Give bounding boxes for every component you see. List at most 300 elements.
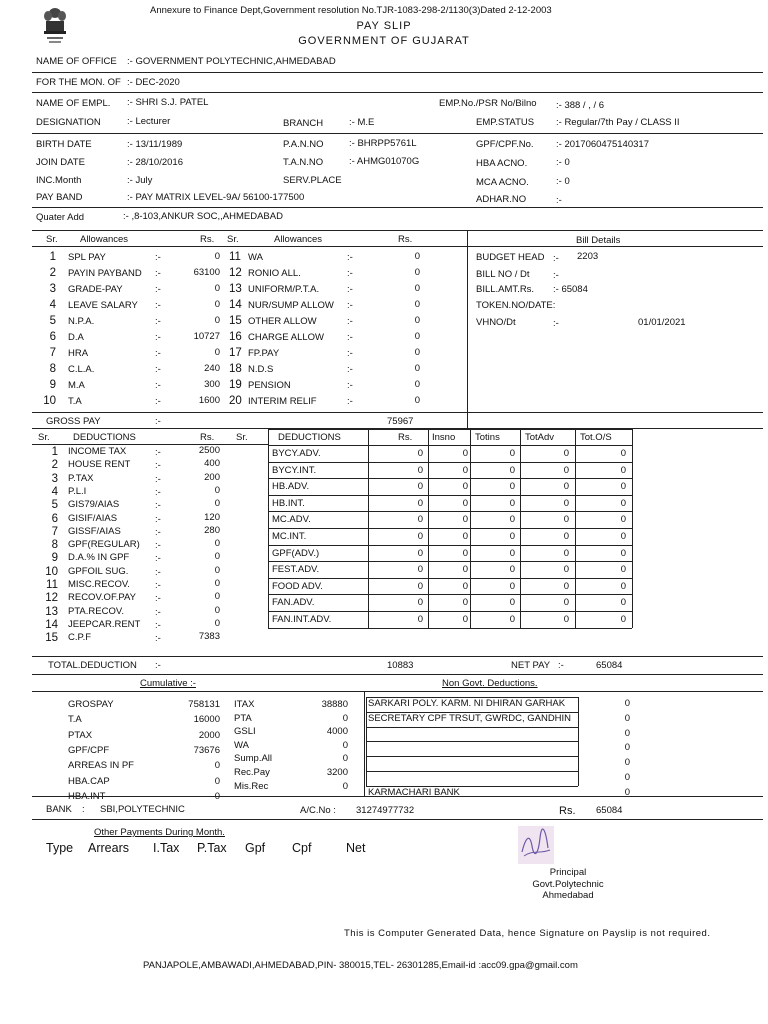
cumulative-value: 4000 — [326, 726, 348, 738]
cumulative-label: Sump.All — [234, 753, 273, 765]
advance-name: FAN.INT.ADV. — [272, 614, 332, 625]
grid-line — [366, 786, 578, 787]
deduction-sr: 14 — [45, 618, 58, 631]
divider — [32, 72, 763, 73]
deduction-sr: 2 — [51, 459, 58, 472]
non-govt-value: 0 — [624, 698, 630, 709]
month-value: :- DEC-2020 — [127, 77, 180, 88]
payslip-title: PAY SLIP — [356, 20, 412, 32]
bank-label: BANK — [46, 804, 72, 815]
grid-line — [268, 611, 632, 612]
deduction-sr: 3 — [51, 472, 58, 485]
advance-totadv: 0 — [563, 464, 569, 476]
allowance-amount: 0 — [214, 315, 220, 326]
vhno-sep: :- — [553, 318, 559, 329]
bill-amt-value: :- 65084 — [553, 284, 588, 295]
advance-insno: 0 — [462, 547, 468, 559]
allowance-sep: :- — [155, 364, 161, 375]
advance-totadv: 0 — [563, 614, 569, 625]
deduction-sr: 4 — [51, 485, 58, 498]
deduction-name: MISC.RECOV. — [68, 579, 130, 590]
advance-name: FAN.ADV. — [272, 597, 315, 609]
divider — [32, 412, 763, 413]
advance-totins: 0 — [509, 481, 515, 493]
cumulative-value: 0 — [342, 753, 348, 765]
advance-totins: 0 — [509, 464, 515, 476]
allowance-amount: 1600 — [198, 395, 220, 406]
ded-totins-header: Totins — [475, 432, 500, 443]
deduction-name: RECOV.OF.PAY — [68, 592, 136, 604]
allowance-name: D.A — [68, 332, 84, 343]
deduction-sr: 13 — [45, 605, 58, 618]
advance-totins: 0 — [509, 597, 515, 609]
other-payments-column-header: Net — [346, 841, 366, 855]
deduction-amount: 0 — [214, 604, 220, 616]
deduction-sep: :- — [155, 526, 161, 538]
allowance-sep: :- — [347, 332, 353, 343]
deduction-amount: 400 — [204, 458, 220, 470]
divider — [32, 819, 763, 820]
net-pay-sep: :- — [558, 660, 564, 671]
deduction-sr: 6 — [51, 512, 58, 525]
non-govt-name: KARMACHARI BANK — [368, 787, 460, 798]
emp-name-value: :- SHRI S.J. PATEL — [127, 97, 209, 108]
cumulative-value: 0 — [342, 739, 348, 751]
grid-line — [268, 628, 632, 629]
divider — [364, 691, 365, 796]
allowance-sep: :- — [155, 348, 161, 359]
advance-totos: 0 — [620, 597, 626, 609]
deduction-amount: 0 — [214, 578, 220, 589]
advance-totadv: 0 — [563, 481, 569, 493]
allowance-sr: 19 — [229, 379, 242, 391]
bill-amt-label: BILL.AMT.Rs. — [476, 284, 535, 295]
deduction-name: GISSF/AIAS — [68, 525, 121, 537]
budget-head-sep: :- — [553, 253, 559, 264]
signatory-office: Govt.Polytechnic — [532, 879, 604, 890]
cumulative-value: 0 — [342, 780, 348, 792]
bill-no-label: BILL NO / Dt — [476, 269, 530, 280]
advance-totadv: 0 — [563, 531, 569, 542]
deduction-name: GPF(REGULAR) — [68, 539, 140, 551]
emp-no-value: :- 388 / , / 6 — [556, 100, 605, 111]
advance-insno: 0 — [462, 614, 468, 625]
grid-line — [632, 429, 633, 628]
advance-amount: 0 — [417, 597, 423, 609]
advance-name: FOOD ADV. — [272, 580, 323, 592]
cumulative-title: Cumulative :- — [140, 678, 196, 689]
cumulative-label: GSLI — [234, 726, 256, 738]
allowance-sep: :- — [155, 300, 161, 311]
allowance-amount: 0 — [414, 283, 420, 294]
deduction-sr: 11 — [46, 579, 58, 591]
allowance-sr: 17 — [229, 347, 242, 359]
deduction-name: C.P.F — [68, 632, 92, 644]
bank-sep: : — [82, 804, 85, 815]
gpf-label: GPF/CPF.No. — [476, 139, 534, 150]
allowance-name: GRADE-PAY — [68, 284, 123, 295]
divider — [32, 656, 763, 657]
allowance-sep: :- — [347, 364, 353, 375]
allowance-amount: 0 — [414, 395, 420, 406]
allow-name2-header: Allowances — [274, 234, 323, 245]
deduction-name: PTA.RECOV. — [68, 605, 124, 617]
cumulative-label: T.A — [68, 714, 82, 726]
cumulative-label: ARREAS IN PF — [68, 760, 134, 772]
divider — [32, 133, 763, 134]
advance-totins: 0 — [509, 514, 515, 526]
signatory-city: Ahmedabad — [542, 890, 594, 901]
advance-name: HB.INT. — [272, 497, 305, 509]
ded-name-header: DEDUCTIONS — [73, 432, 136, 443]
total-deduction-label: TOTAL.DEDUCTION — [48, 660, 137, 671]
grid-line — [268, 445, 632, 446]
advance-totos: 0 — [620, 614, 626, 625]
cumulative-value: 0 — [214, 775, 220, 787]
emp-name-label: NAME OF EMPL. — [36, 98, 111, 109]
advance-totins: 0 — [509, 564, 515, 576]
deduction-amount: 7383 — [198, 631, 220, 643]
vhno-label: VHNO/Dt — [476, 317, 516, 328]
ded-sr2-header: Sr. — [236, 432, 248, 443]
divider — [32, 92, 763, 93]
grid-line — [268, 545, 632, 546]
advance-name: FEST.ADV. — [272, 564, 320, 576]
non-govt-title: Non Govt. Deductions. — [442, 678, 538, 689]
advance-insno: 0 — [462, 531, 468, 542]
non-govt-value: 0 — [624, 742, 630, 754]
total-deduction-sep: :- — [155, 660, 161, 671]
other-payments-column-header: I.Tax — [153, 841, 180, 855]
grid-line — [366, 697, 578, 698]
quater-label: Quater Add — [36, 212, 85, 223]
cumulative-label: HBA.CAP — [68, 775, 110, 787]
office-label: NAME OF OFFICE — [36, 56, 117, 67]
advance-totins: 0 — [509, 448, 515, 459]
deduction-name: GISIF/AIAS — [68, 512, 118, 524]
deduction-name: P.L.I — [68, 485, 87, 497]
grid-line — [268, 429, 632, 430]
other-payments-column-header: P.Tax — [197, 841, 227, 855]
allowance-name: WA — [248, 252, 263, 263]
grid-line — [366, 771, 578, 772]
advance-insno: 0 — [462, 564, 468, 576]
deduction-name: P.TAX — [68, 472, 94, 484]
advance-totadv: 0 — [563, 564, 569, 576]
ded-totos-header: Tot.O/S — [580, 432, 612, 443]
footer-address: PANJAPOLE,AMBAWADI,AHMEDABAD,PIN- 380015,TEL- 26301285,Email-id :acc09.gpa@gmail.com — [143, 960, 578, 971]
advance-insno: 0 — [462, 464, 468, 476]
allowance-sep: :- — [155, 380, 161, 391]
advance-insno: 0 — [462, 514, 468, 526]
bank-value: SBI,POLYTECHNIC — [100, 804, 185, 815]
deduction-name: JEEPCAR.RENT — [68, 618, 141, 630]
ded-totadv-header: TotAdv — [525, 432, 555, 443]
advance-name: MC.ADV. — [272, 514, 311, 526]
ac-no-value: 31274977732 — [356, 805, 415, 816]
advance-insno: 0 — [462, 597, 468, 609]
vhno-value: 01/01/2021 — [638, 317, 686, 328]
grid-line — [268, 478, 632, 479]
signature-image — [518, 826, 554, 864]
office-value: :- GOVERNMENT POLYTECHNIC,AHMEDABAD — [127, 56, 336, 67]
allowance-amount: 0 — [214, 251, 220, 262]
cumulative-label: GPF/CPF — [68, 744, 110, 756]
allowance-amount: 0 — [414, 251, 420, 262]
deduction-amount: 0 — [214, 564, 220, 576]
allowance-sr: 12 — [229, 267, 242, 279]
payslip-subtitle: GOVERNMENT OF GUJARAT — [298, 35, 470, 47]
deduction-amount: 0 — [214, 484, 220, 496]
grid-line — [578, 697, 579, 786]
cumulative-value: 0 — [342, 712, 348, 724]
advance-name: BYCY.ADV. — [272, 448, 321, 459]
grid-line — [268, 594, 632, 595]
advance-totins: 0 — [509, 547, 515, 559]
advance-amount: 0 — [417, 614, 423, 625]
total-deduction-value: 10883 — [387, 660, 414, 671]
advance-totos: 0 — [620, 464, 626, 476]
allowance-name: UNIFORM/P.T.A. — [248, 284, 320, 295]
allowance-amount: 0 — [214, 347, 220, 358]
deduction-sr: 15 — [45, 632, 58, 645]
ded-insno-header: Insno — [432, 432, 456, 443]
deduction-sep: :- — [155, 553, 161, 565]
advance-totos: 0 — [620, 580, 626, 592]
hba-acno-value: :- 0 — [556, 157, 570, 168]
deduction-sep: :- — [155, 593, 161, 605]
divider — [32, 796, 763, 797]
cumulative-label: ITAX — [234, 699, 255, 710]
allowance-sep: :- — [155, 284, 161, 295]
advance-totos: 0 — [620, 547, 626, 559]
allowance-name: HRA — [68, 348, 89, 359]
other-payments-column-header: Cpf — [292, 841, 312, 855]
deduction-amount: 280 — [204, 524, 220, 536]
other-payments-title: Other Payments During Month. — [94, 827, 225, 838]
designation-label: DESIGNATION — [36, 117, 101, 128]
grid-line — [366, 741, 578, 742]
deduction-name: GPFOIL SUG. — [68, 565, 129, 577]
allowance-amount: 0 — [414, 379, 420, 390]
allowance-amount: 0 — [414, 347, 420, 358]
divider — [32, 691, 763, 692]
serv-place-label: SERV.PLACE — [283, 175, 342, 186]
branch-value: :- M.E — [349, 117, 375, 128]
allowance-amount: 0 — [414, 363, 420, 374]
deduction-sr: 1 — [51, 446, 58, 458]
advance-name: HB.ADV. — [272, 481, 310, 493]
allowance-amount: 10727 — [193, 331, 220, 342]
allowance-name: INTERIM RELIF — [248, 396, 317, 407]
allowance-name: N.P.A. — [68, 316, 95, 327]
deduction-sep: :- — [155, 619, 161, 631]
advance-totos: 0 — [620, 514, 626, 526]
deduction-sep: :- — [155, 500, 161, 512]
allowance-name: NUR/SUMP ALLOW — [248, 300, 334, 311]
allowance-sep: :- — [155, 396, 161, 407]
advance-insno: 0 — [462, 497, 468, 509]
grid-line — [268, 528, 632, 529]
allowance-sr: 14 — [229, 299, 242, 311]
deduction-sep: :- — [155, 460, 161, 472]
advance-name: MC.INT. — [272, 531, 307, 542]
allowance-amount: 0 — [414, 331, 420, 342]
advance-totadv: 0 — [563, 580, 569, 592]
divider — [32, 207, 763, 208]
allowance-sep: :- — [347, 316, 353, 327]
allowance-sep: :- — [155, 268, 161, 279]
designation-value: :- Lecturer — [127, 116, 171, 127]
allowance-amount: 0 — [414, 315, 420, 326]
month-label: FOR THE MON. OF — [36, 77, 121, 88]
deduction-sep: :- — [155, 633, 161, 645]
advance-totins: 0 — [509, 580, 515, 592]
allowance-sr: 10 — [43, 395, 56, 407]
allowance-sep: :- — [347, 300, 353, 311]
non-govt-value: 0 — [624, 712, 630, 724]
allowance-sep: :- — [347, 284, 353, 295]
grid-line — [366, 727, 578, 728]
grid-line — [268, 495, 632, 496]
advance-totos: 0 — [620, 531, 626, 542]
deduction-name: GIS79/AIAS — [68, 499, 120, 511]
allow-sr2-header: Sr. — [227, 234, 239, 245]
deduction-sep: :- — [155, 473, 161, 485]
net-pay-value: 65084 — [596, 660, 623, 671]
allowance-amount: 240 — [204, 363, 220, 374]
cumulative-value: 16000 — [193, 714, 220, 726]
birth-date-label: BIRTH DATE — [36, 139, 92, 150]
advance-amount: 0 — [417, 481, 423, 493]
allowance-sr: 3 — [49, 283, 56, 295]
allowance-sep: :- — [347, 396, 353, 407]
hba-acno-label: HBA ACNO. — [476, 158, 528, 169]
advance-insno: 0 — [462, 448, 468, 459]
allowance-name: T.A — [68, 396, 82, 407]
allowance-sep: :- — [155, 252, 161, 263]
allowance-sr: 13 — [229, 283, 242, 295]
advance-totos: 0 — [620, 481, 626, 493]
adhar-label: ADHAR.NO — [476, 194, 527, 205]
deduction-amount: 0 — [214, 538, 220, 550]
birth-date-value: :- 13/11/1989 — [127, 139, 183, 150]
signatory-title: Principal — [549, 867, 587, 878]
allowance-name: M.A — [68, 380, 85, 391]
cumulative-value: 38880 — [321, 699, 348, 710]
budget-head-value: 2203 — [577, 251, 599, 262]
allowance-sr: 4 — [49, 299, 56, 311]
non-govt-value: 0 — [624, 757, 630, 769]
deduction-sr: 12 — [45, 592, 58, 605]
deduction-sep: :- — [155, 486, 161, 498]
ac-no-label: A/C.No : — [300, 805, 336, 816]
deduction-sr: 5 — [51, 499, 58, 512]
bill-details-title: Bill Details — [576, 235, 621, 246]
advance-totins: 0 — [509, 531, 515, 542]
non-govt-value: 0 — [624, 772, 630, 783]
mca-acno-label: MCA ACNO. — [476, 177, 529, 188]
pay-band-value: :- PAY MATRIX LEVEL-9A/ 56100-177500 — [127, 192, 305, 203]
gross-pay-value: 75967 — [387, 416, 414, 427]
allowance-name: PENSION — [248, 380, 291, 391]
allowance-amount: 300 — [204, 379, 220, 390]
cumulative-value: 0 — [214, 790, 220, 802]
annexure-text: Annexure to Finance Dept,Government resolution No.TJR-1083-298-2/1130(3)Dated 2-12-2003 — [150, 5, 552, 16]
allowance-name: PAYIN PAYBAND — [68, 268, 142, 279]
advance-amount: 0 — [417, 580, 423, 592]
allowance-sr: 18 — [229, 363, 242, 375]
non-govt-value: 0 — [624, 786, 630, 798]
ded-name2-header: DEDUCTIONS — [278, 432, 341, 443]
allowance-sr: 1 — [49, 251, 56, 263]
cumulative-label: PTA — [234, 712, 252, 724]
advance-amount: 0 — [417, 448, 423, 459]
non-govt-value: 0 — [624, 727, 630, 739]
advance-totos: 0 — [620, 448, 626, 459]
advance-name: BYCY.INT. — [272, 464, 317, 476]
cumulative-label: WA — [234, 739, 249, 751]
allowance-sep: :- — [347, 252, 353, 263]
budget-head-label: BUDGET HEAD — [476, 252, 545, 263]
deduction-sep: :- — [155, 447, 161, 458]
allowance-sep: :- — [347, 348, 353, 359]
grid-line — [268, 511, 632, 512]
allowance-sr: 5 — [49, 315, 56, 327]
allowance-name: C.L.A. — [68, 364, 95, 375]
deduction-sep: :- — [155, 606, 161, 618]
grid-line — [268, 578, 632, 579]
deduction-name: HOUSE RENT — [68, 459, 131, 471]
grid-line — [268, 561, 632, 562]
deduction-amount: 0 — [214, 551, 220, 563]
non-govt-name: SARKARI POLY. KARM. NI DHIRAN GARHAK — [368, 699, 566, 709]
advance-amount: 0 — [417, 497, 423, 509]
advance-amount: 0 — [417, 531, 423, 542]
join-date-label: JOIN DATE — [36, 157, 85, 168]
allowance-sr: 11 — [229, 251, 241, 263]
allow-rs-header: Rs. — [200, 234, 215, 245]
advance-name: GPF(ADV.) — [272, 547, 320, 559]
allowance-name: OTHER ALLOW — [248, 316, 317, 327]
other-payments-column-header: Gpf — [245, 841, 266, 855]
advance-amount: 0 — [417, 547, 423, 559]
pay-band-label: PAY BAND — [36, 192, 83, 203]
allow-name-header: Allowances — [80, 234, 129, 245]
grid-line — [366, 712, 578, 713]
emp-status-label: EMP.STATUS — [476, 117, 535, 128]
divider — [32, 230, 763, 231]
net-pay-label: NET PAY — [511, 660, 551, 671]
deduction-name: INCOME TAX — [68, 446, 127, 457]
advance-totadv: 0 — [563, 514, 569, 526]
pan-label: P.A.N.NO — [283, 139, 324, 150]
cumulative-label: GROSPAY — [68, 699, 114, 710]
allowance-sep: :- — [347, 268, 353, 279]
advance-totadv: 0 — [563, 547, 569, 559]
advance-totins: 0 — [509, 497, 515, 509]
quater-value: :- ,8-103,ANKUR SOC,,AHMEDABAD — [123, 211, 283, 222]
inc-month-label: INC.Month — [36, 175, 82, 186]
non-govt-name: SECRETARY CPF TRSUT, GWRDC, GANDHIN — [368, 713, 572, 724]
ded-sr-header: Sr. — [38, 432, 50, 443]
deduction-amount: 0 — [214, 498, 220, 510]
adhar-value: :- — [556, 195, 562, 206]
cumulative-value: 758131 — [188, 699, 220, 710]
advance-totos: 0 — [620, 497, 626, 509]
grid-line — [366, 756, 578, 757]
divider — [467, 246, 763, 247]
